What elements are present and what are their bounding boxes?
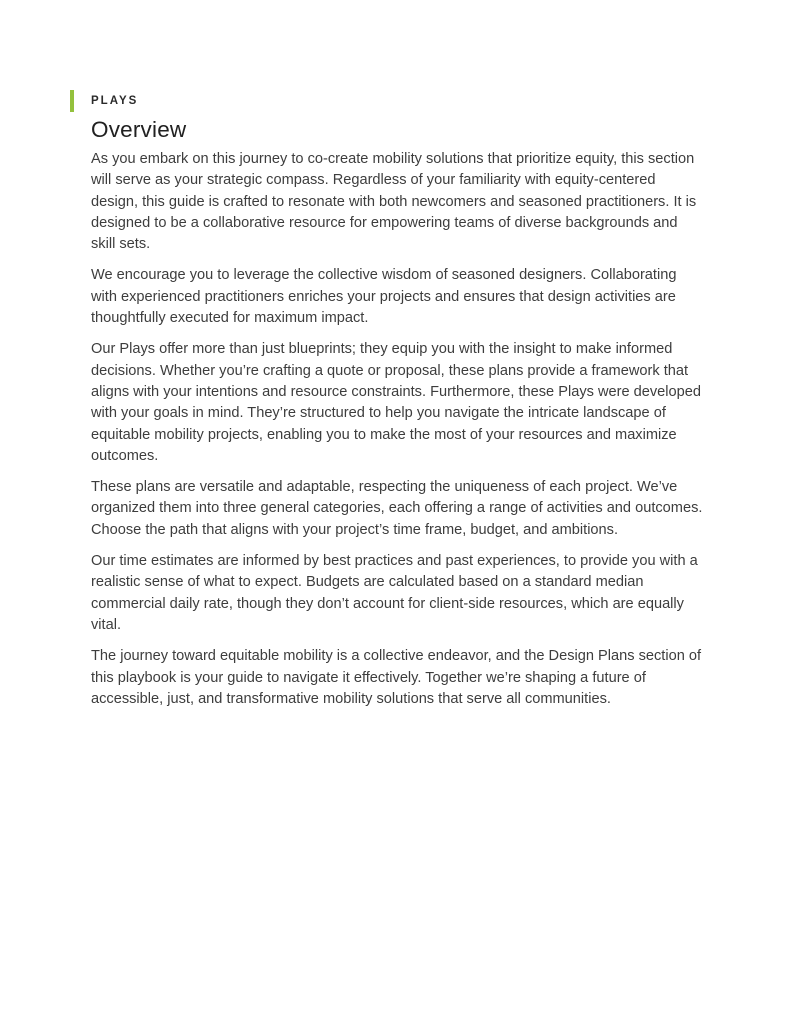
document-body [91, 149, 703, 710]
paragraph: We encourage you to leverage the collective wisdom of seasoned designers. Collaborating with experienced practitioners enriches your projects and ensures that design activities are thoughtfully executed for maximum impact. [91, 267, 677, 327]
section-eyebrow-label: PLAYS [91, 95, 139, 107]
paragraph: These plans are versatile and adaptable, respecting the uniqueness of each project. We’ve organized them into three general categories, each offering a range of activities and outcomes. Choose the path that aligns with your project’s time frame, budget, and ambitions. [91, 479, 703, 538]
paragraph: Our time estimates are informed by best practices and past experiences, to provide you with a realistic sense of what to expect. Budgets are calculated based on a standard median commercial daily rate, though they don’t account for client-side resources, which are equally vital. [91, 553, 698, 633]
paragraph: The journey toward equitable mobility is a collective endeavor, and the Design Plans section of this playbook is your guide to navigate it effectively. Together we’re shaping a future of accessible, just, and transformative mobility solutions that serve all communities. [91, 648, 702, 707]
section-header [91, 90, 703, 143]
paragraph: As you embark on this journey to co-create mobility solutions that prioritize equity, this section will serve as your strategic compass. Regardless of your familiarity with equity-centered design, this guide is crafted to resonate with both newcomers and seasoned practitioners. It is designed to be a collaborative resource for empowering teams of diverse backgrounds and skill sets. [91, 151, 697, 253]
accent-bar [70, 90, 74, 112]
document-content [91, 90, 703, 720]
section-eyebrow [91, 90, 703, 112]
page-title: Overview [91, 117, 187, 142]
paragraph: Our Plays offer more than just blueprints; they equip you with the insight to make informed decisions. Whether you’re crafting a quote or proposal, these plans provide a framework that aligns with your intentions and resource constraints. Furthermore, these Plays were developed with your goals in mind. They’re structured to help you navigate the intricate landscape of equitable mobility projects, enabling you to make the most of your resources and maximize outcomes. [91, 341, 702, 464]
